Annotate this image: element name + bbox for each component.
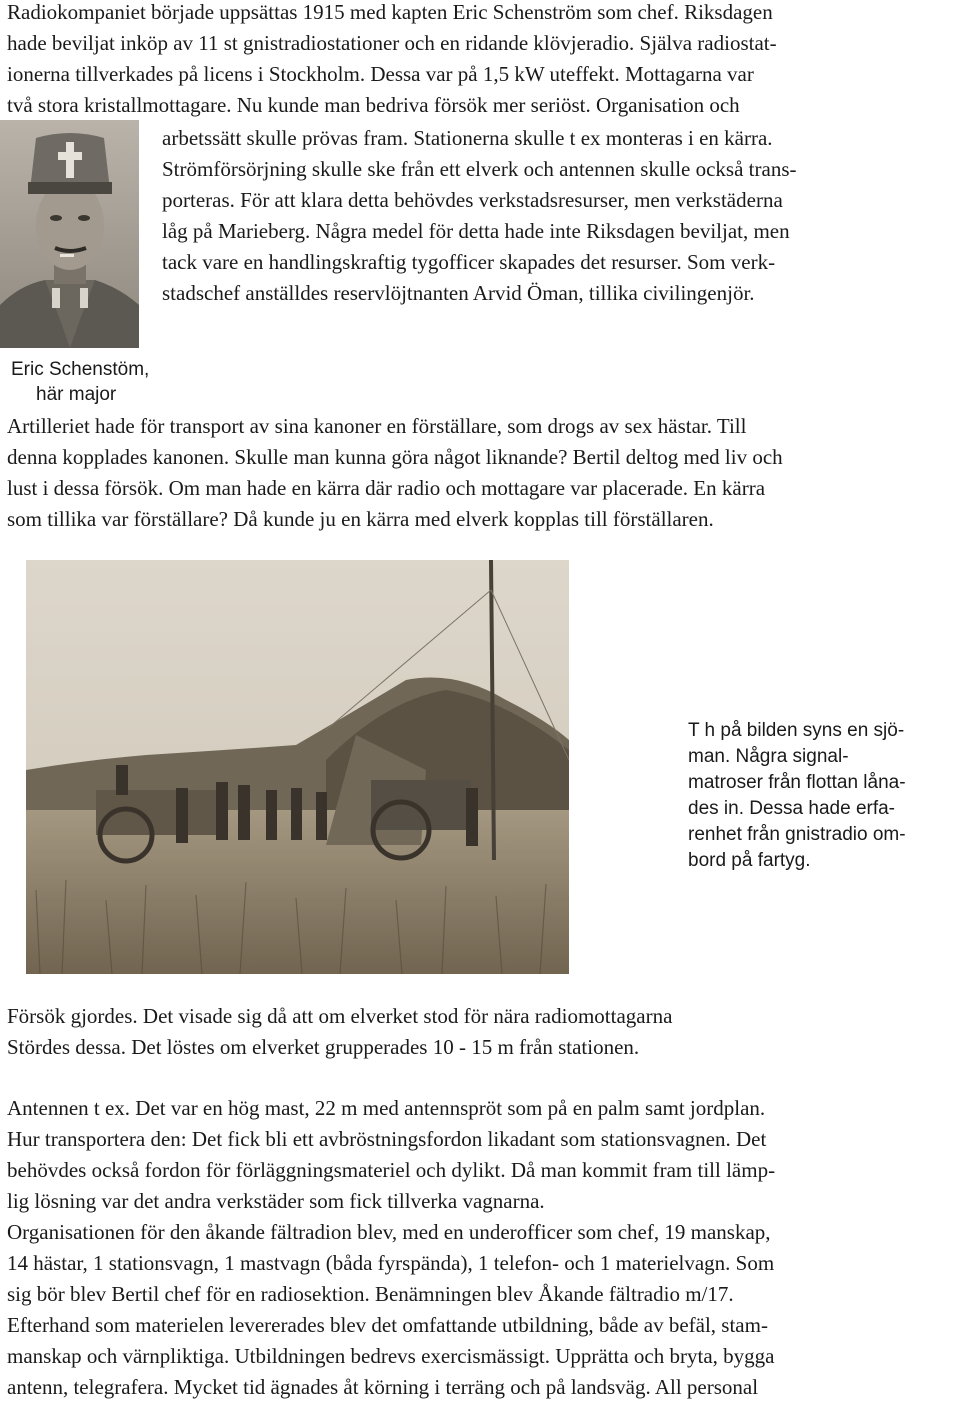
photo-caption-line: des in. Dessa hade erfa-	[688, 798, 896, 819]
text-line: porteras. För att klara detta behövdes verkstadsresurser, men verkstäderna	[162, 188, 783, 212]
text-line: sig bör blev Bertil chef för en radiosektion. Benämningen blev Åkande fältradio m/17.	[7, 1282, 734, 1306]
text-line: Radiokompaniet började uppsättas 1915 med kapten Eric Schenström som chef. Riksdagen	[7, 0, 773, 24]
portrait-photo	[0, 120, 139, 348]
text-line: manskap och värnpliktiga. Utbildningen bedrevs exercismässigt. Upprätta och bryta, bygga	[7, 1344, 775, 1368]
text-line: Försök gjordes. Det visade sig då att om elverket stod för nära radiomottagarna	[7, 1004, 673, 1028]
photo-caption-line: bord på fartyg.	[688, 850, 811, 871]
text-line: tack vare en handlingskraftig tygofficer skapades det resurser. Som verk-	[162, 250, 776, 274]
text-line: 14 hästar, 1 stationsvagn, 1 mastvagn (båda fyrspända), 1 telefon- och 1 materielvagn. Som	[7, 1251, 775, 1275]
text-line: Strömförsörjning skulle ske från ett elverk och antennen skulle också trans-	[162, 157, 797, 181]
text-line: stadschef anställdes reservlöjtnanten Arvid Öman, tillika civilingenjör.	[162, 281, 755, 305]
portrait-caption-line: här major	[36, 384, 117, 405]
text-line: ionerna tillverkades på licens i Stockholm. Dessa var på 1,5 kW uteffekt. Mottagarna var	[7, 62, 754, 86]
text-line: Efterhand som materielen levererades blev det omfattande utbildning, både av befäl, stam-	[7, 1313, 768, 1337]
text-line: lig lösning var det andra verkstäder som fick tillverka vagnarna.	[7, 1189, 545, 1213]
field-radio-photo	[26, 560, 569, 974]
text-line: lust i dessa försök. Om man hade en kärra där radio och mottagare var placerade. En kärra	[7, 476, 766, 500]
text-line: Antennen t ex. Det var en hög mast, 22 m med antennspröt som på en palm samt jordplan.	[7, 1096, 766, 1120]
portrait-caption-line: Eric Schenstöm,	[11, 359, 150, 380]
text-line: Stördes dessa. Det löstes om elverket grupperades 10 - 15 m från stationen.	[7, 1035, 640, 1059]
photo-caption-line: T h på bilden syns en sjö-	[688, 720, 905, 741]
text-line: denna kopplades kanonen. Skulle man kunna göra något liknande? Bertil deltog med liv och	[7, 445, 783, 469]
text-line: Hur transportera den: Det fick bli ett avbröstningsfordon likadant som stationsvagnen. Det	[7, 1127, 767, 1151]
text-line: Artilleriet hade för transport av sina kanoner en förställare, som drogs av sex hästar. Till	[7, 414, 747, 438]
text-line: arbetssätt skulle prövas fram. Stationerna skulle t ex monteras i en kärra.	[162, 126, 773, 150]
text-line: antenn, telegrafera. Mycket tid ägnades åt körning i terräng och på landsväg. All personal	[7, 1375, 759, 1399]
text-line: Organisationen för den åkande fältradion blev, med en underofficer som chef, 19 manskap,	[7, 1220, 771, 1244]
text-line: låg på Marieberg. Några medel för detta hade inte Riksdagen beviljat, men	[162, 219, 790, 243]
photo-caption-line: man. Några signal-	[688, 746, 849, 767]
text-line: behövdes också fordon för förläggningsmateriel och dylikt. Då man kommit fram till lämp-	[7, 1158, 776, 1182]
text-line: två stora kristallmottagare. Nu kunde man bedriva försök mer seriöst. Organisation och	[7, 93, 740, 117]
photo-caption-line: renhet från gnistradio om-	[688, 824, 906, 845]
photo-caption-line: matroser från flottan låna-	[688, 772, 906, 793]
text-line: hade beviljat inköp av 11 st gnistradiostationer och en ridande klövjeradio. Själva radiostat-	[7, 31, 777, 55]
text-line: som tillika var förställare? Då kunde ju en kärra med elverk kopplas till förställaren.	[7, 507, 714, 531]
